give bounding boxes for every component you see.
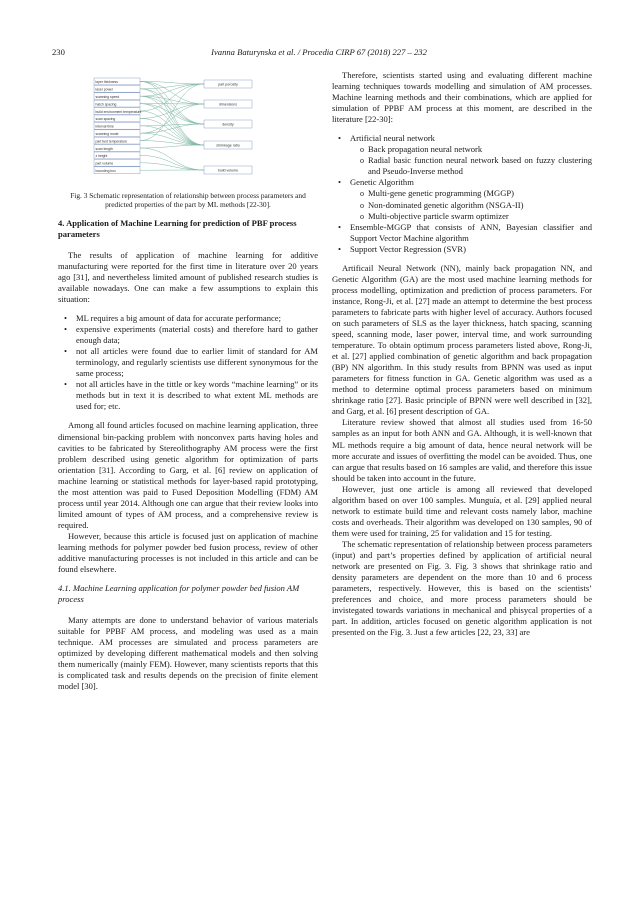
input-parameter-box xyxy=(94,167,140,174)
paragraph: However, just one article is among all reviewed that developed algorithm based on over 100 samples. Munguía, et al. [29] applied neural network to estimate build time and relevant costs namely labor, machine costs and overheads. Their algorithm was developed on 130 samples, 90 of them were used for training, 25 for validation and 15 for testing. xyxy=(332,483,592,538)
input-parameter-label: scan length xyxy=(95,146,113,151)
input-parameter-label: scanning mode xyxy=(95,132,119,136)
input-parameter-box xyxy=(94,159,140,166)
output-property-box xyxy=(204,166,252,174)
output-property-box xyxy=(204,80,252,88)
sub-list-item: o Multi-objective particle swarm optimizer xyxy=(360,211,592,222)
output-property-label: shrinkage ratio xyxy=(216,143,240,148)
input-parameter-box xyxy=(94,78,140,85)
paragraph: The schematic representation of relationship between process parameters (input) and part’s properties defined by application of artificial neural network are presented on Fig. 3. Fig. 3 shows that shrinkage ratio and density parameters are dependent on the more than 10 and 6 process parameters, respectively. However, this is based on the scientists’ preferences and choice, and more process parameters should be invistegated towards variations in mechanical and phisycal properties of a part. In addition, articles focused on genetic algorithm application is not presented on the Fig. 3. Just a few articles [22, 23, 33] are xyxy=(332,538,592,638)
list-item: • Support Vector Regression (SVR) xyxy=(338,244,592,255)
paragraph: Among all found articles focused on machine learning application, three dimensional bin-packing problem with nonconvex parts having holes and cavities to be fabricated by Stereolithography AM process were the first problem described using genetic algorithm for optimization of parts orientation [31]. According to Garg, et al. [6] review on application of machine learning or statistical methods for layer-based rapid prototyping, the most attention was paid to Fused Deposition Modelling (FDM) AM process until year 2014. Although one can argue that their review looks into limited amount of types of AM process, and a comprehensive review is required. xyxy=(58,420,318,530)
input-parameter-box xyxy=(94,100,140,107)
sub-list-item: o Non-dominated genetic algorithm (NSGA-II) xyxy=(360,200,592,211)
figure-caption: Fig. 3 Schematic representation of relationship between process parameters and predicted properties of the part by ML methods [22-30]. xyxy=(70,191,306,210)
list-item-label: Genetic Algorithm xyxy=(350,177,414,188)
output-property-label: part porosity xyxy=(218,82,238,87)
paragraph: Many attempts are done to understand behavior of various materials suitable for PPBF AM process, and modeling was used as a main technique. AM processes are simulated and process parameters are optimized by developing different mathematical models and then solving them numerically (mainly FEM). However, many scientists reports that this is complicated task and results depends on the precision of finite element model [30]. xyxy=(58,615,318,692)
input-parameter-label: scan spacing xyxy=(95,117,116,122)
page-header xyxy=(52,47,586,59)
output-property-box xyxy=(204,120,252,128)
paragraph: Literature review showed that almost all studies used from 16-50 samples as an input for both ANN and GA. Although, it is well-known that ML methods require a big amount of data, hence neural network will be more accurate and issues of overfitting the model can be avoided. Thus, one can argue that results based on 16 samples are valid, and therefore this issue should be taken into account in the future. xyxy=(332,417,592,483)
list-item: • ML requires a big amount of data for accurate performance; xyxy=(64,313,318,324)
list-item xyxy=(338,133,592,177)
connection-line xyxy=(140,155,204,170)
input-parameter-label: hatch spacing xyxy=(95,102,117,107)
output-property-label: build volume xyxy=(217,168,239,173)
output-property-box xyxy=(204,100,252,108)
sub-list xyxy=(350,188,592,221)
journal-reference: Ivanna Baturynska et al. / Procedia CIRP 67 (2018) 227 – 232 xyxy=(211,47,427,57)
input-parameter-label: build environment temperature xyxy=(95,109,142,114)
page-number: 230 xyxy=(52,47,65,57)
relationship-diagram xyxy=(58,70,318,188)
input-parameter-label: scanning speed xyxy=(95,95,120,99)
paragraph: Therefore, scientists started using and evaluating different machine learning techniques towards modelling and simulation of AM processes. Machine learning methods and their combinations, which are applied for simulation of PPBF AM process at this moment, are described in the literature [22-30]: xyxy=(332,70,592,125)
list-item: • not all articles were found due to earlier limit of standard for AM terminology, and regularly scientists use different synonymous for the same process; xyxy=(64,346,318,379)
input-parameter-box xyxy=(94,137,140,144)
connection-line xyxy=(140,145,204,148)
figure-3 xyxy=(58,70,318,188)
input-parameter-box xyxy=(94,93,140,100)
output-property-box xyxy=(204,141,252,149)
left-column xyxy=(58,70,318,692)
right-column xyxy=(332,70,592,638)
list-item xyxy=(338,177,592,221)
paragraph: However, because this article is focused just on application of machine learning methods for polymer powder bed fusion process, review of other additive manufacturing processes is not included in this article and can be found elsewhere. xyxy=(58,530,318,575)
input-parameter-box xyxy=(94,152,140,159)
input-parameter-label: bounding box xyxy=(95,169,116,173)
paragraph: Artificail Neural Network (NN), mainly back propagation NN, and Genetic Algorithm (GA) are the most used machine learning methods for process modelling, optimization and prediction of process parameters. For instance, Rong-Ji, et al. [27] made an attempt to determine the best process parameters to fabricate parts with higher level of accuracy. Authors focused on such parameters of SLS as the layer thickness, hatch spacing, scanning speed, scanning mode, laser power, interval time, and work surrounding temperature. To obtain optimum process parameters listed above, Rong-Ji, et al. [27] applied combination of genetic algorithm and back propagation (BP) NN algorithm. In this study results from BPNN was used as input parameters for fitness function in GA. Genetic algorithm was used as a method to determine optimal process parameters based on minimum shrinkage ratio [27]. Basic principle of BPNN were well described in [32], and Garg, et al. [6] present description of GA. xyxy=(332,262,592,417)
output-property-label: dimensions xyxy=(218,102,238,107)
input-parameter-box xyxy=(94,122,140,129)
input-parameter-box xyxy=(94,115,140,122)
list-item: • not all articles have in the tittle or key words “machine learning” or its methods but in text it is described to what extent ML methods are used for; etc. xyxy=(64,379,318,412)
input-parameter-label: part volume xyxy=(95,161,114,166)
input-parameter-label: part bed temperature xyxy=(95,139,128,144)
list-item-label: Artificial neural network xyxy=(350,133,435,144)
input-parameter-box xyxy=(94,130,140,137)
output-property-label: density xyxy=(222,122,234,127)
connection-line xyxy=(140,81,204,104)
connection-line xyxy=(140,111,204,145)
input-parameter-box xyxy=(94,85,140,92)
input-parameter-box xyxy=(94,108,142,115)
connection-line xyxy=(140,148,204,170)
input-parameter-label: z height xyxy=(95,154,108,159)
assumption-list xyxy=(64,313,318,412)
input-parameter-label: laser power xyxy=(95,87,114,92)
sub-list-item: o Radial basic function neural network based on fuzzy clustering and Pseudo-Inverse method xyxy=(360,155,592,177)
input-parameter-box xyxy=(94,145,140,152)
ml-methods-list xyxy=(338,133,592,255)
sub-list-item: o Back propagation neural network xyxy=(360,144,592,155)
input-parameter-label: interval time xyxy=(95,124,114,129)
sub-list xyxy=(350,144,592,177)
sub-list-item: o Multi-gene genetic programming (MGGP) xyxy=(360,188,592,199)
input-parameter-label: layer thickness xyxy=(95,80,118,85)
subsection-title: 4.1. Machine Learning application for polymer powder bed fusion AM process xyxy=(58,583,300,605)
paragraph: The results of application of machine learning for additive manufacturing were reported for the first time in literature over 20 years ago [31], and nevertheless limited amount of published research studies is available nowadays. One can make a few assumptions to explain this situation: xyxy=(58,249,318,304)
list-item: • expensive experiments (material costs) and therefore hard to gather enough data; xyxy=(64,324,318,346)
section-title: 4. Application of Machine Learning for prediction of PBF process parameters xyxy=(58,217,297,239)
list-item: • Ensemble-MGGP that consists of ANN, Bayesian classifier and Support Vector Machine algorithm xyxy=(338,222,592,244)
